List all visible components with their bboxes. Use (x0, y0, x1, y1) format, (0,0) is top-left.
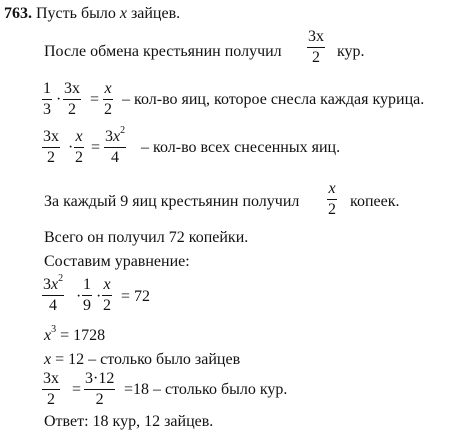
line3-tail: – кол-во яиц, которое снесла каждая курица. (122, 91, 425, 108)
fraction-1-9: 1 9 (83, 276, 91, 314)
dot-operator: · (68, 139, 74, 156)
line-exchange-tail: кур. (337, 43, 365, 60)
fraction-3dot12-2: 3·12 2 (85, 370, 115, 408)
fraction-3x-2: 3x 2 (43, 370, 59, 408)
intro-text: Пусть было x зайцев. (36, 5, 181, 22)
fraction-1-3: 1 3 (43, 80, 51, 118)
line6-text: Всего он получил 72 копейки. (44, 229, 249, 246)
equals-sign: = (91, 139, 101, 156)
fraction-x-2: x 2 (103, 276, 111, 314)
fraction-x-2: x 2 (75, 128, 83, 166)
equation-rhs: = 72 (121, 288, 151, 305)
equals-sign: = (72, 381, 82, 398)
problem-number: 763. (4, 5, 32, 22)
problem-header (4, 4, 180, 24)
dot-operator: · (76, 288, 82, 305)
fraction-3x2-4: $3x^2$ 4 (105, 124, 126, 166)
fraction-x-2: x 2 (104, 80, 112, 118)
dot-operator: · (96, 288, 102, 305)
line11-tail: =18 – столько было кур. (124, 381, 288, 398)
line5-text: За каждый 9 яиц крестьянин получил (44, 193, 300, 210)
line5-tail: копеек. (350, 193, 400, 210)
answer-line: Ответ: 18 кур, 12 зайцев. (44, 413, 214, 430)
fraction-3x-over-2: 3x 2 (308, 28, 324, 66)
line4-tail: – кол-во всех снесенных яиц. (141, 139, 341, 156)
line-exchange-text: После обмена крестьянин получил (44, 43, 282, 60)
line7-text: Составим уравнение: (44, 253, 190, 270)
fraction-3x-2: 3x 2 (43, 128, 59, 166)
fraction-x-2: x 2 (328, 180, 336, 218)
equals-sign: = (90, 91, 100, 108)
numerator-3x-squared: $3x^2$ (105, 124, 126, 145)
dot-operator: · (56, 91, 62, 108)
line9-cube: $x^3 = 1728$ (44, 323, 106, 344)
fraction-3x-2: 3x 2 (64, 80, 80, 118)
fraction-3x2-4: $3x^2$ 4 (43, 272, 64, 314)
line10-solution: x = 12 – столько было зайцев (44, 351, 241, 368)
